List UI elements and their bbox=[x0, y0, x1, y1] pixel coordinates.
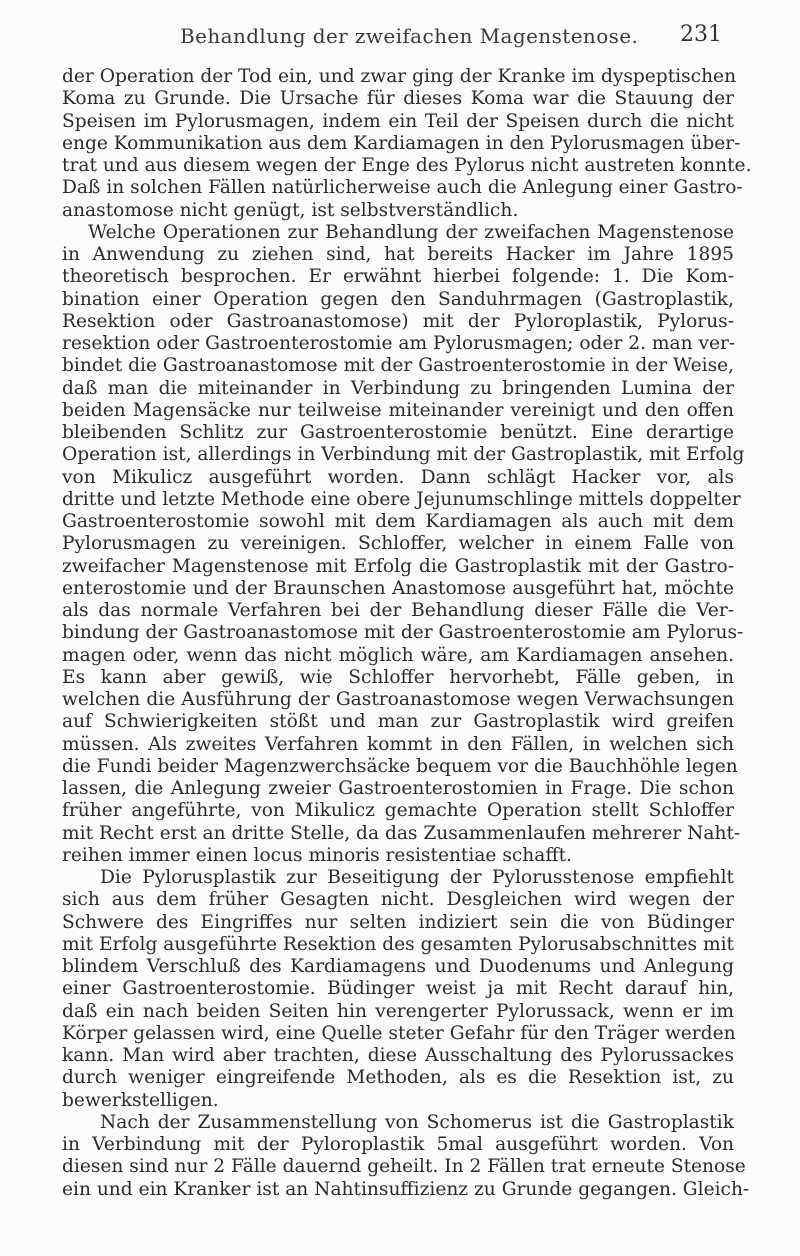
running-head bbox=[60, 20, 740, 54]
text-line: anastomose nicht genügt, ist selbstverständlich. bbox=[62, 199, 519, 221]
text-line: Speisen im Pylorusmagen, indem ein Teil der Speisen durch die nicht bbox=[62, 110, 734, 132]
text-line: dritte und letzte Methode eine obere Jejunumschlinge mittels doppelter bbox=[62, 488, 741, 510]
text-line: Koma zu Grunde. Die Ursache für dieses Koma war die Stauung der bbox=[62, 88, 734, 110]
text-line: die Fundi beider Magenzwerchsäcke bequem vor die Bauchhöhle legen bbox=[62, 755, 738, 777]
text-line: enterostomie und der Braunschen Anastomose ausgeführt hat, möchte bbox=[62, 577, 734, 599]
text-line: daß ein nach beiden Seiten hin verengerter Pylorussack, wenn er im bbox=[62, 1000, 734, 1022]
text-line: Pylorusmagen zu vereinigen. Schloffer, welcher in einem Falle von bbox=[62, 533, 734, 555]
text-line: als das normale Verfahren bei der Behandlung dieser Fälle die Ver- bbox=[62, 600, 734, 621]
text-line: Die Pylorusplastik zur Beseitigung der Pylorusstenose empfiehlt bbox=[100, 867, 734, 888]
text-line: sich aus dem früher Gesagten nicht. Desgleichen wird wegen der bbox=[62, 889, 734, 911]
text-line: bleibenden Schlitz zur Gastroenterostomie benützt. Eine derartige bbox=[62, 422, 734, 443]
body-text bbox=[62, 66, 752, 1201]
text-line: Resektion oder Gastroanastomose) mit der Pyloroplastik, Pylorus- bbox=[62, 310, 734, 332]
text-line: bination einer Operation gegen den Sanduhrmagen (Gastroplastik, bbox=[62, 288, 734, 310]
text-line: kann. Man wird aber trachten, diese Ausschaltung des Pylorussackes bbox=[62, 1045, 734, 1066]
text-line: welchen die Ausführung der Gastroanastomose wegen Verwachsungen bbox=[62, 689, 734, 710]
text-line: reihen immer einen locus minoris resistentiae schafft. bbox=[62, 844, 572, 866]
text-line: Nach der Zusammenstellung von Schomerus ist die Gastroplastik bbox=[100, 1111, 734, 1133]
text-line: müssen. Als zweites Verfahren kommt in den Fällen, in welchen sich bbox=[62, 733, 734, 755]
text-line: früher angeführte, von Mikulicz gemachte Operation stellt Schloffer bbox=[62, 800, 734, 822]
text-line: Gastroenterostomie sowohl mit dem Kardiamagen als auch mit dem bbox=[62, 511, 734, 532]
text-line: ein und ein Kranker ist an Nahtinsuffizienz zu Grunde gegangen. Gleich- bbox=[62, 1178, 750, 1200]
text-line: resektion oder Gastroenterostomie am Pylorusmagen; oder 2. man ver- bbox=[62, 333, 736, 354]
text-line: Körper gelassen wird, eine Quelle steter Gefahr für den Träger werden bbox=[62, 1022, 736, 1044]
text-line: einer Gastroenterostomie. Büdinger weist ja mit Recht darauf hin, bbox=[62, 978, 734, 1000]
text-line: bewerkstelligen. bbox=[62, 1089, 219, 1111]
text-line: Daß in solchen Fällen natürlicherweise auch die Anlegung einer Gastro- bbox=[62, 177, 743, 199]
text-line: Welche Operationen zur Behandlung der zweifachen Magenstenose bbox=[88, 221, 734, 243]
text-line: bindung der Gastroanastomose mit der Gastroenterostomie am Pylorus- bbox=[62, 622, 744, 644]
text-line: mit Recht erst an dritte Stelle, da das Zusammenlaufen mehrerer Naht- bbox=[62, 822, 741, 844]
text-line: in Anwendung zu ziehen sind, hat bereits Hacker im Jahre 1895 bbox=[62, 244, 734, 265]
text-line: Es kann aber gewiß, wie Schloffer hervorhebt, Fälle geben, in bbox=[62, 666, 734, 688]
text-line: durch weniger eingreifende Methoden, als es die Resektion ist, zu bbox=[62, 1067, 734, 1089]
text-line: enge Kommunikation aus dem Kardiamagen in den Pylorusmagen über- bbox=[62, 132, 741, 154]
text-line: lassen, die Anlegung zweier Gastroenterostomien in Frage. Die schon bbox=[62, 778, 734, 799]
text-line: magen oder, wenn das nicht möglich wäre, am Kardiamagen ansehen. bbox=[62, 644, 734, 666]
text-line: in Verbindung mit der Pyloroplastik 5mal ausgeführt worden. Von bbox=[62, 1134, 734, 1155]
text-line: beiden Magensäcke nur teilweise miteinander vereinigt und den offen bbox=[62, 399, 734, 421]
text-line: theoretisch besprochen. Er erwähnt hierbei folgende: 1. Die Kom- bbox=[62, 266, 734, 288]
text-line: trat und aus diesem wegen der Enge des Pylorus nicht austreten konnte. bbox=[62, 155, 752, 176]
text-line: daß man die miteinander in Verbindung zu bringenden Lumina der bbox=[62, 377, 734, 399]
text-line: mit Erfolg ausgeführte Resektion des gesamten Pylorusabschnittes mit bbox=[62, 933, 734, 955]
text-line: bindet die Gastroanastomose mit der Gastroenterostomie in der Weise, bbox=[62, 355, 735, 377]
text-line: blindem Verschluß des Kardiamagens und Duodenums und Anlegung bbox=[62, 956, 734, 977]
text-line: zweifacher Magenstenose mit Erfolg die Gastroplastik mit der Gastro- bbox=[62, 555, 734, 577]
text-line: auf Schwierigkeiten stößt und man zur Gastroplastik wird greifen bbox=[62, 711, 734, 733]
running-title: Behandlung der zweifachen Magenstenose. bbox=[180, 24, 639, 48]
text-line: diesen sind nur 2 Fälle dauernd geheilt. In 2 Fällen trat erneute Stenose bbox=[62, 1156, 746, 1178]
text-line: Schwere des Eingriffes nur selten indiziert sein die von Büdinger bbox=[62, 911, 734, 933]
text-line: der Operation der Tod ein, und zwar ging der Kranke im dyspeptischen bbox=[62, 66, 737, 87]
text-line: von Mikulicz ausgeführt worden. Dann schlägt Hacker vor, als bbox=[62, 466, 734, 488]
page-number: 231 bbox=[680, 22, 722, 47]
text-line: Operation ist, allerdings in Verbindung mit der Gastroplastik, mit Erfolg bbox=[62, 444, 745, 466]
